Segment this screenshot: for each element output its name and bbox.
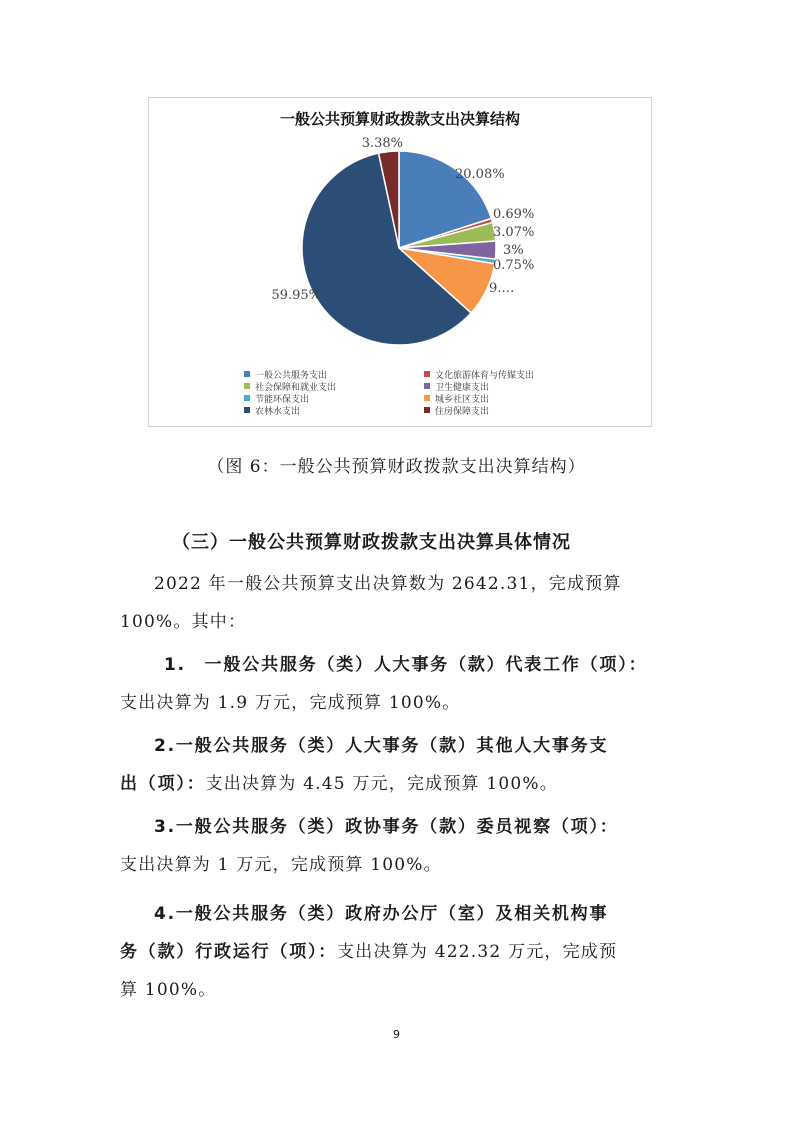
intro-line-1: 2022 年一般公共预算支出决算数为 2642.31，完成预算 xyxy=(154,574,622,594)
intro-paragraph xyxy=(120,565,680,641)
pie-chart xyxy=(148,97,652,427)
section-heading: （三）一般公共预算财政拨款支出决算具体情况 xyxy=(172,532,571,553)
slice-label: 0.69% xyxy=(493,207,535,222)
legend-label: 住房保障支出 xyxy=(435,406,490,417)
legend-label: 社会保障和就业支出 xyxy=(255,382,337,393)
item-2-title-cont: 出（项）： xyxy=(120,774,206,794)
slice-label: 3.38% xyxy=(361,136,403,151)
legend-swatch xyxy=(424,371,430,377)
legend-row xyxy=(244,380,604,392)
legend-swatch xyxy=(424,395,430,401)
legend-swatch xyxy=(244,395,250,401)
slice-label: 20.08% xyxy=(455,167,505,182)
legend-label: 节能环保支出 xyxy=(255,394,310,405)
legend-swatch xyxy=(244,371,250,377)
item-3-title: 3.一般公共服务（类）政协事务（款）委员视察（项）： xyxy=(154,817,619,837)
page-number: 9 xyxy=(393,1028,400,1041)
item-1-title: 1. 一般公共服务（类）人大事务（款）代表工作（项）： xyxy=(164,655,648,675)
item-4 xyxy=(120,895,680,1009)
legend-item xyxy=(424,404,604,417)
item-2-title: 2.一般公共服务（类）人大事务（款）其他人大事务支 xyxy=(154,736,609,756)
slice-label: 3% xyxy=(503,243,524,258)
legend-label: 城乡社区支出 xyxy=(435,394,490,405)
legend-row xyxy=(244,392,604,404)
legend-item xyxy=(244,404,424,417)
item-1 xyxy=(120,646,680,722)
intro-line-2: 100%。其中： xyxy=(120,612,247,632)
chart-legend xyxy=(244,368,604,416)
item-2-body: 支出决算为 4.45 万元，完成预算 100%。 xyxy=(205,774,558,794)
item-2 xyxy=(120,727,680,803)
slice-label: 9.… xyxy=(489,281,515,296)
legend-label: 一般公共服务支出 xyxy=(255,370,328,381)
legend-swatch xyxy=(244,383,250,389)
legend-swatch xyxy=(424,407,430,413)
item-4-body-cont: 算 100%。 xyxy=(120,980,217,1000)
legend-swatch xyxy=(244,407,250,413)
legend-label: 文化旅游体育与传媒支出 xyxy=(435,370,535,381)
slice-label: 0.75% xyxy=(493,258,535,273)
item-4-title-cont: 务（款）行政运行（项）： xyxy=(120,942,338,962)
legend-row xyxy=(244,404,604,416)
item-1-body: 支出决算为 1.9 万元，完成预算 100%。 xyxy=(120,693,461,713)
slice-label: 59.95% xyxy=(271,288,321,303)
item-4-body: 支出决算为 422.32 万元，完成预 xyxy=(337,942,618,962)
figure-caption: （图 6：一般公共预算财政拨款支出决算结构） xyxy=(207,457,586,477)
slice-label: 3.07% xyxy=(493,225,535,240)
item-4-title: 4.一般公共服务（类）政府办公厅（室）及相关机构事 xyxy=(154,904,609,924)
chart-title: 一般公共预算财政拨款支出决算结构 xyxy=(279,110,520,128)
legend-row xyxy=(244,368,604,380)
item-3 xyxy=(120,808,680,884)
legend-label: 卫生健康支出 xyxy=(435,382,490,393)
item-3-body: 支出决算为 1 万元，完成预算 100%。 xyxy=(120,855,442,875)
legend-label: 农林水支出 xyxy=(255,406,301,417)
legend-swatch xyxy=(424,383,430,389)
